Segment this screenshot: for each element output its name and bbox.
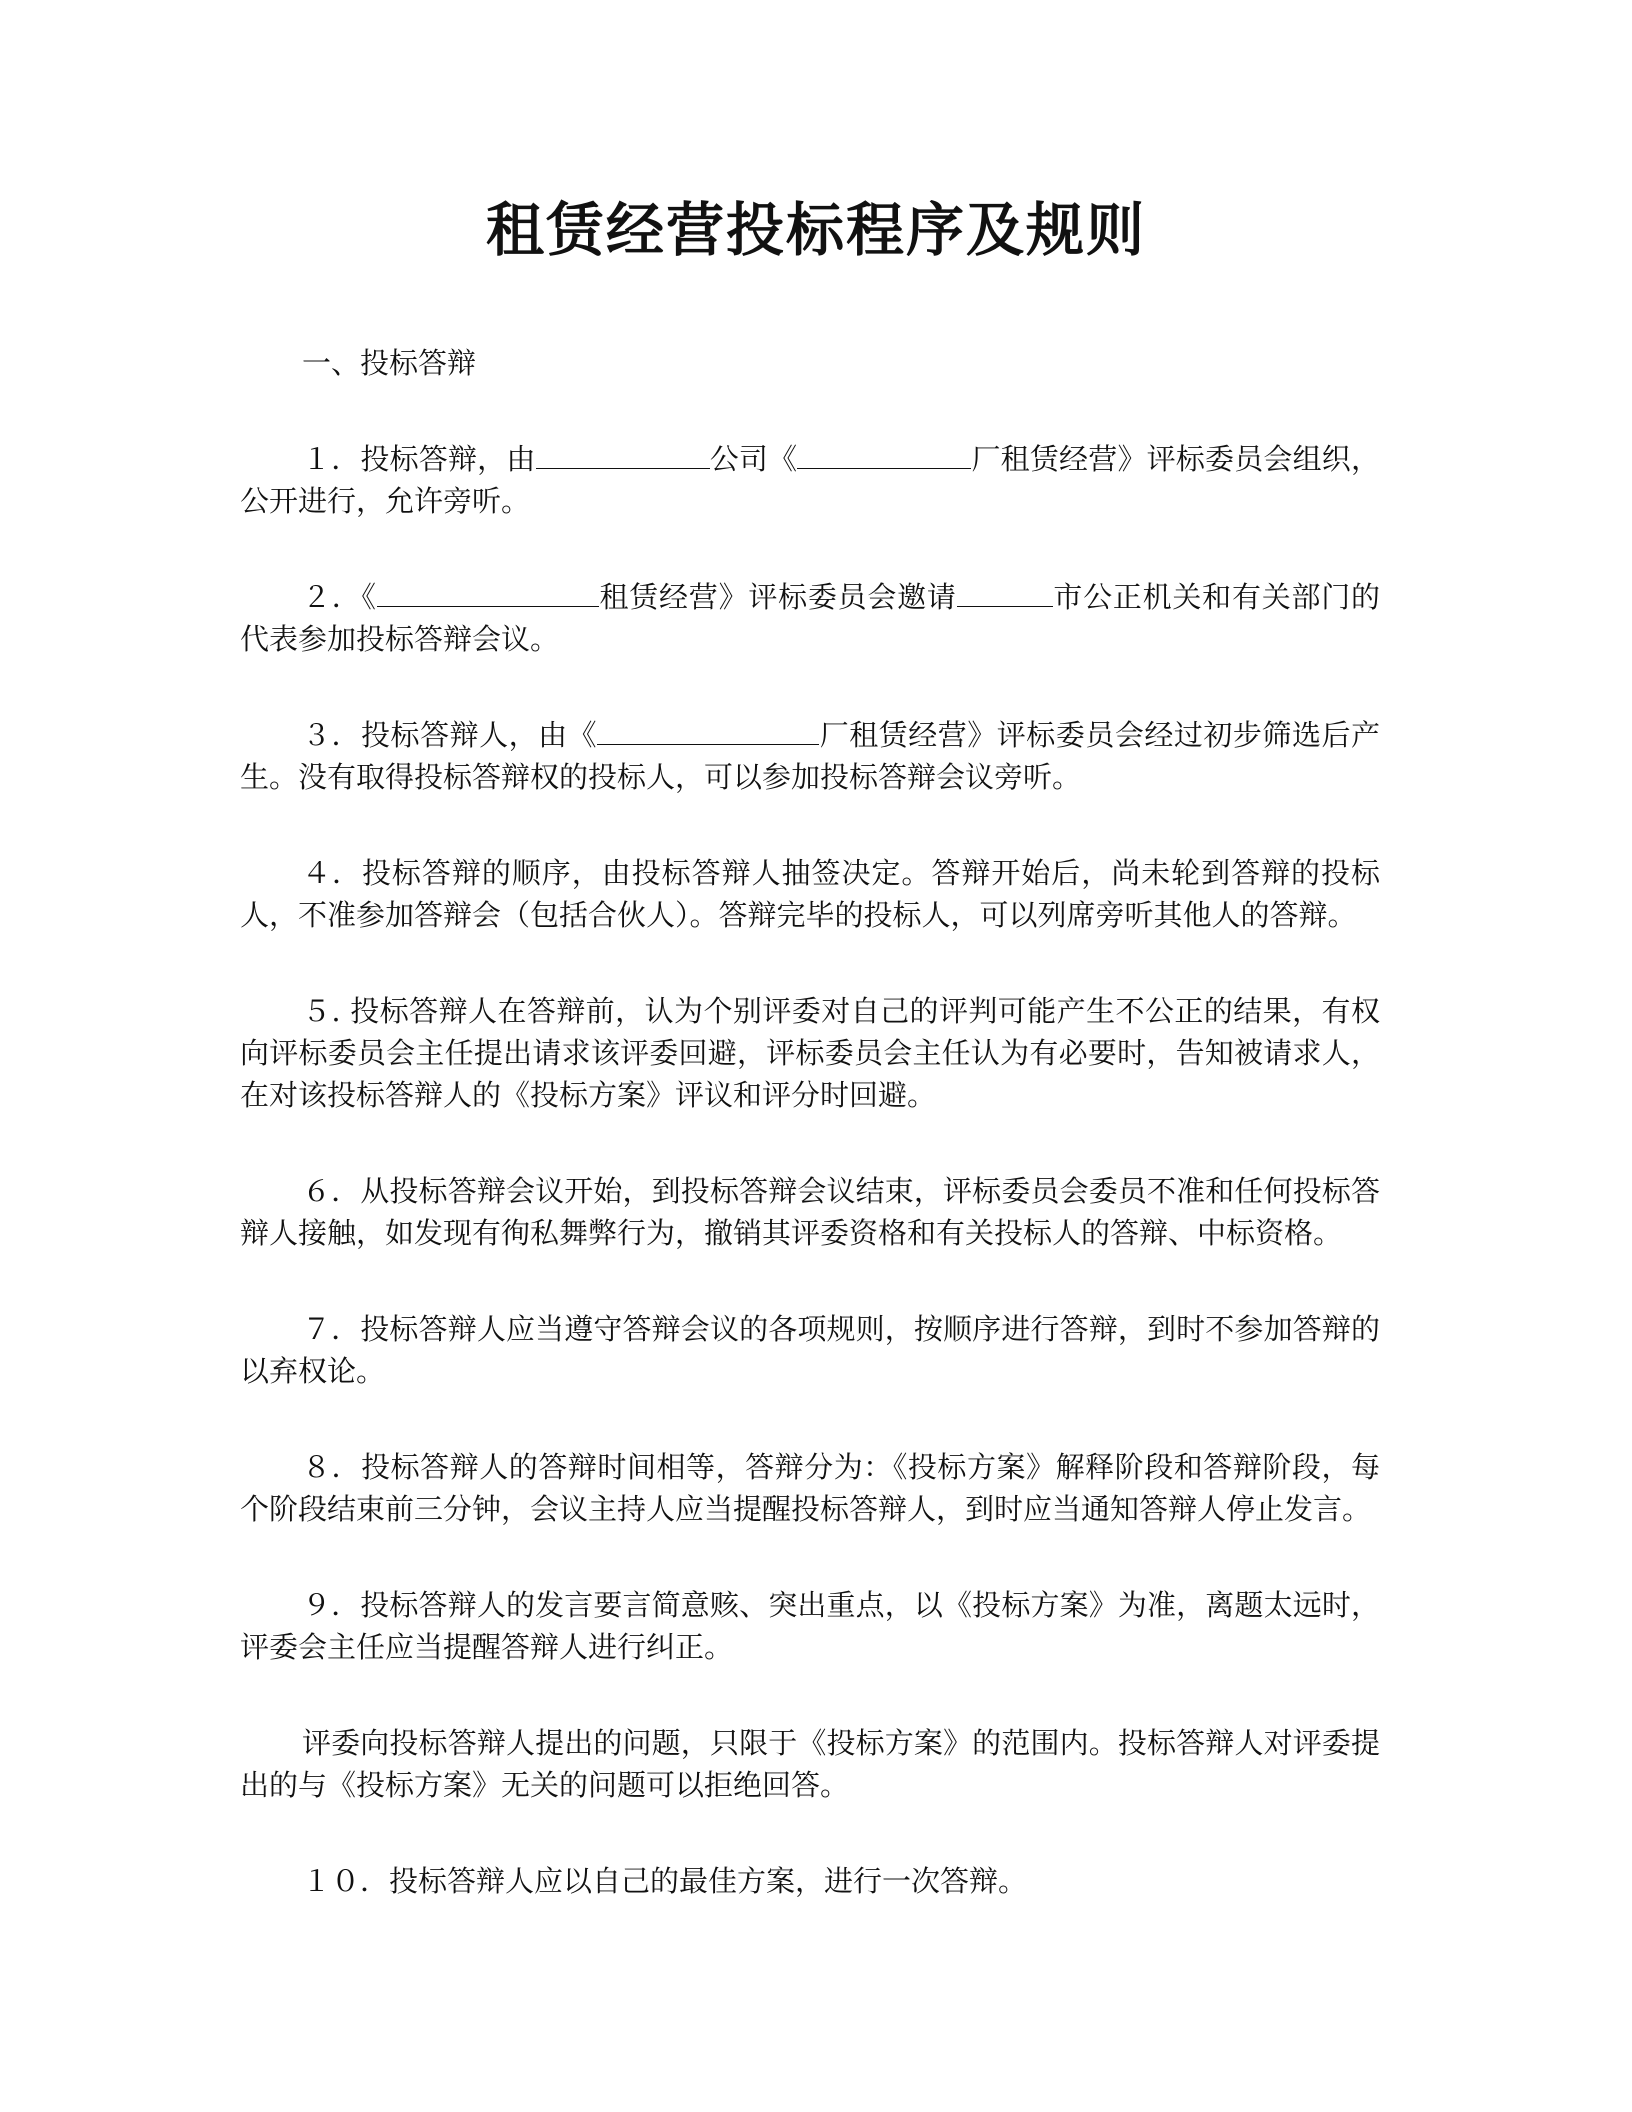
fill-in-blank-city bbox=[957, 578, 1053, 607]
paragraph-9: ９．投标答辩人的发言要言简意赅、突出重点，以《投标方案》为准，离题太远时，评委会主任应当提醒答辩人进行纠正。 bbox=[240, 1588, 1380, 1664]
paragraph-1 bbox=[240, 438, 1380, 522]
fill-in-blank-factory bbox=[797, 440, 971, 469]
paragraph-7: ７．投标答辩人应当遵守答辩会议的各项规则，按顺序进行答辩，到时不参加答辩的以弃权论。 bbox=[240, 1312, 1380, 1388]
paragraph-2-text-b: 租赁经营》评标委员会邀请 bbox=[598, 580, 957, 614]
paragraph-2 bbox=[240, 576, 1380, 660]
paragraph-10: １０．投标答辩人应以自己的最佳方案，进行一次答辩。 bbox=[302, 1864, 1028, 1898]
paragraph-3-text-b: 厂租赁经营》评标委员会经过初步筛选后产生。没有取得投标答辩权的投标人，可以参加投标答辩会议旁听。 bbox=[240, 718, 1380, 794]
paragraph-5: ５. 投标答辩人在答辩前，认为个别评委对自己的评判可能产生不公正的结果，有权向评标委员会主任提出请求该评委回避，评标委员会主任认为有必要时，告知被请求人，在对该投标答辩人的《投标方案》评议和评分时回避。 bbox=[240, 994, 1380, 1112]
document-title: 租赁经营投标程序及规则 bbox=[485, 196, 1146, 264]
fill-in-blank-company bbox=[536, 440, 710, 469]
section-heading: 一、投标答辩 bbox=[302, 346, 477, 380]
paragraph-2-text-a: ２．《 bbox=[302, 580, 377, 614]
paragraph-1-text-c: 厂租赁经营》评标委员会组织，公开进行，允许旁听。 bbox=[240, 442, 1380, 518]
paragraph-1-text-a: １．投标答辩，由 bbox=[302, 442, 536, 476]
paragraph-1-text-b: 公司《 bbox=[709, 442, 798, 476]
fill-in-blank-lease-name bbox=[377, 578, 599, 607]
paragraph-3-text-a: ３．投标答辩人，由《 bbox=[302, 718, 598, 752]
paragraph-4: ４．投标答辩的顺序，由投标答辩人抽签决定。答辩开始后，尚未轮到答辩的投标人，不准参加答辩会（包括合伙人）。答辩完毕的投标人，可以列席旁听其他人的答辩。 bbox=[240, 856, 1380, 932]
paragraph-8: ８．投标答辩人的答辩时间相等，答辩分为：《投标方案》解释阶段和答辩阶段，每个阶段结束前三分钟，会议主持人应当提醒投标答辩人，到时应当通知答辩人停止发言。 bbox=[240, 1450, 1380, 1526]
document-body bbox=[240, 342, 1380, 1902]
paragraph-9-continued: 评委向投标答辩人提出的问题，只限于《投标方案》的范围内。投标答辩人对评委提出的与《投标方案》无关的问题可以拒绝回答。 bbox=[240, 1726, 1380, 1802]
paragraph-3 bbox=[240, 714, 1380, 798]
paragraph-6: ６．从投标答辩会议开始，到投标答辩会议结束，评标委员会委员不准和任何投标答辩人接触，如发现有徇私舞弊行为，撤销其评委资格和有关投标人的答辩、中标资格。 bbox=[240, 1174, 1380, 1250]
fill-in-blank-factory-2 bbox=[597, 716, 819, 745]
paragraph-2-text-c: 市公正机关和有关部门的代表参加投标答辩会议。 bbox=[240, 580, 1380, 656]
